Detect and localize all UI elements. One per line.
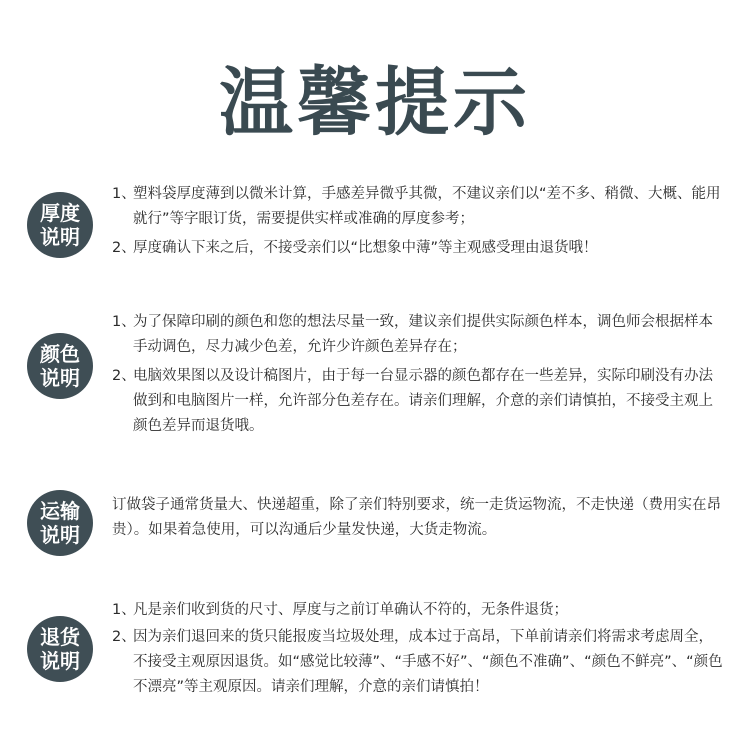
badge-line2: 说明: [40, 523, 80, 547]
badge-line1: 退货: [40, 625, 80, 649]
list-item: [112, 182, 724, 232]
returns-badge: [27, 616, 93, 682]
shipping-content: [112, 493, 724, 543]
returns-content: [112, 598, 724, 700]
badge-line1: 厚度: [40, 201, 80, 225]
list-item: [112, 310, 724, 360]
thickness-content: [112, 182, 724, 261]
color-badge: [27, 333, 93, 399]
item-text: 塑料袋厚度薄到以微米计算，手感差异微乎其微，不建议亲们以“差不多、稍微、大概、能用就行”等字眼订货，需要提供实样或准确的厚度参考；: [133, 186, 721, 227]
item-number: 2、: [112, 368, 136, 384]
item-number: 1、: [112, 186, 136, 202]
badge-line2: 说明: [40, 366, 80, 390]
list-item: [112, 625, 724, 700]
shipping-badge: [27, 490, 93, 556]
item-text: 为了保障印刷的颜色和您的想法尽量一致，建议亲们提供实际颜色样本，调色师会根据样本手动调色，尽力减少色差，允许少许颜色差异存在；: [133, 314, 713, 355]
list-item: [112, 364, 724, 439]
item-number: 2、: [112, 629, 136, 645]
list-item: [112, 598, 724, 623]
item-text: 凡是亲们收到货的尺寸、厚度与之前订单确认不符的，无条件退货；: [133, 602, 568, 618]
list-item: [112, 236, 724, 261]
badge-line2: 说明: [40, 225, 80, 249]
item-text: 因为亲们退回来的货只能报废当垃圾处理，成本过于高昂，下单前请亲们将需求考虑周全，不接受主观原因退货。如“感觉比较薄”、“手感不好”、“颜色不准确”、“颜色不鲜亮”、“颜色不漂亮”等主观原因。请亲们理解，介意的亲们请慎拍！: [133, 629, 723, 695]
page-title: 温馨提示: [219, 60, 531, 146]
badge-line1: 颜色: [40, 342, 80, 366]
item-number: 1、: [112, 602, 136, 618]
item-text: 厚度确认下来之后，不接受亲们以“比想象中薄”等主观感受理由退货哦！: [133, 240, 598, 256]
item-number: 1、: [112, 314, 136, 330]
badge-line2: 说明: [40, 649, 80, 673]
color-content: [112, 310, 724, 439]
shipping-text: 订做袋子通常货量大、快递超重，除了亲们特别要求，统一走货运物流，不走快递（费用实在昂贵）。如果着急使用，可以沟通后少量发快递，大货走物流。: [112, 497, 721, 538]
item-number: 2、: [112, 240, 136, 256]
thickness-badge: [27, 192, 93, 258]
badge-line1: 运输: [40, 499, 80, 523]
item-text: 电脑效果图以及设计稿图片，由于每一台显示器的颜色都存在一些差异，实际印刷没有办法做到和电脑图片一样，允许部分色差存在。请亲们理解，介意的亲们请慎拍，不接受主观上颜色差异而退货哦。: [133, 368, 713, 434]
